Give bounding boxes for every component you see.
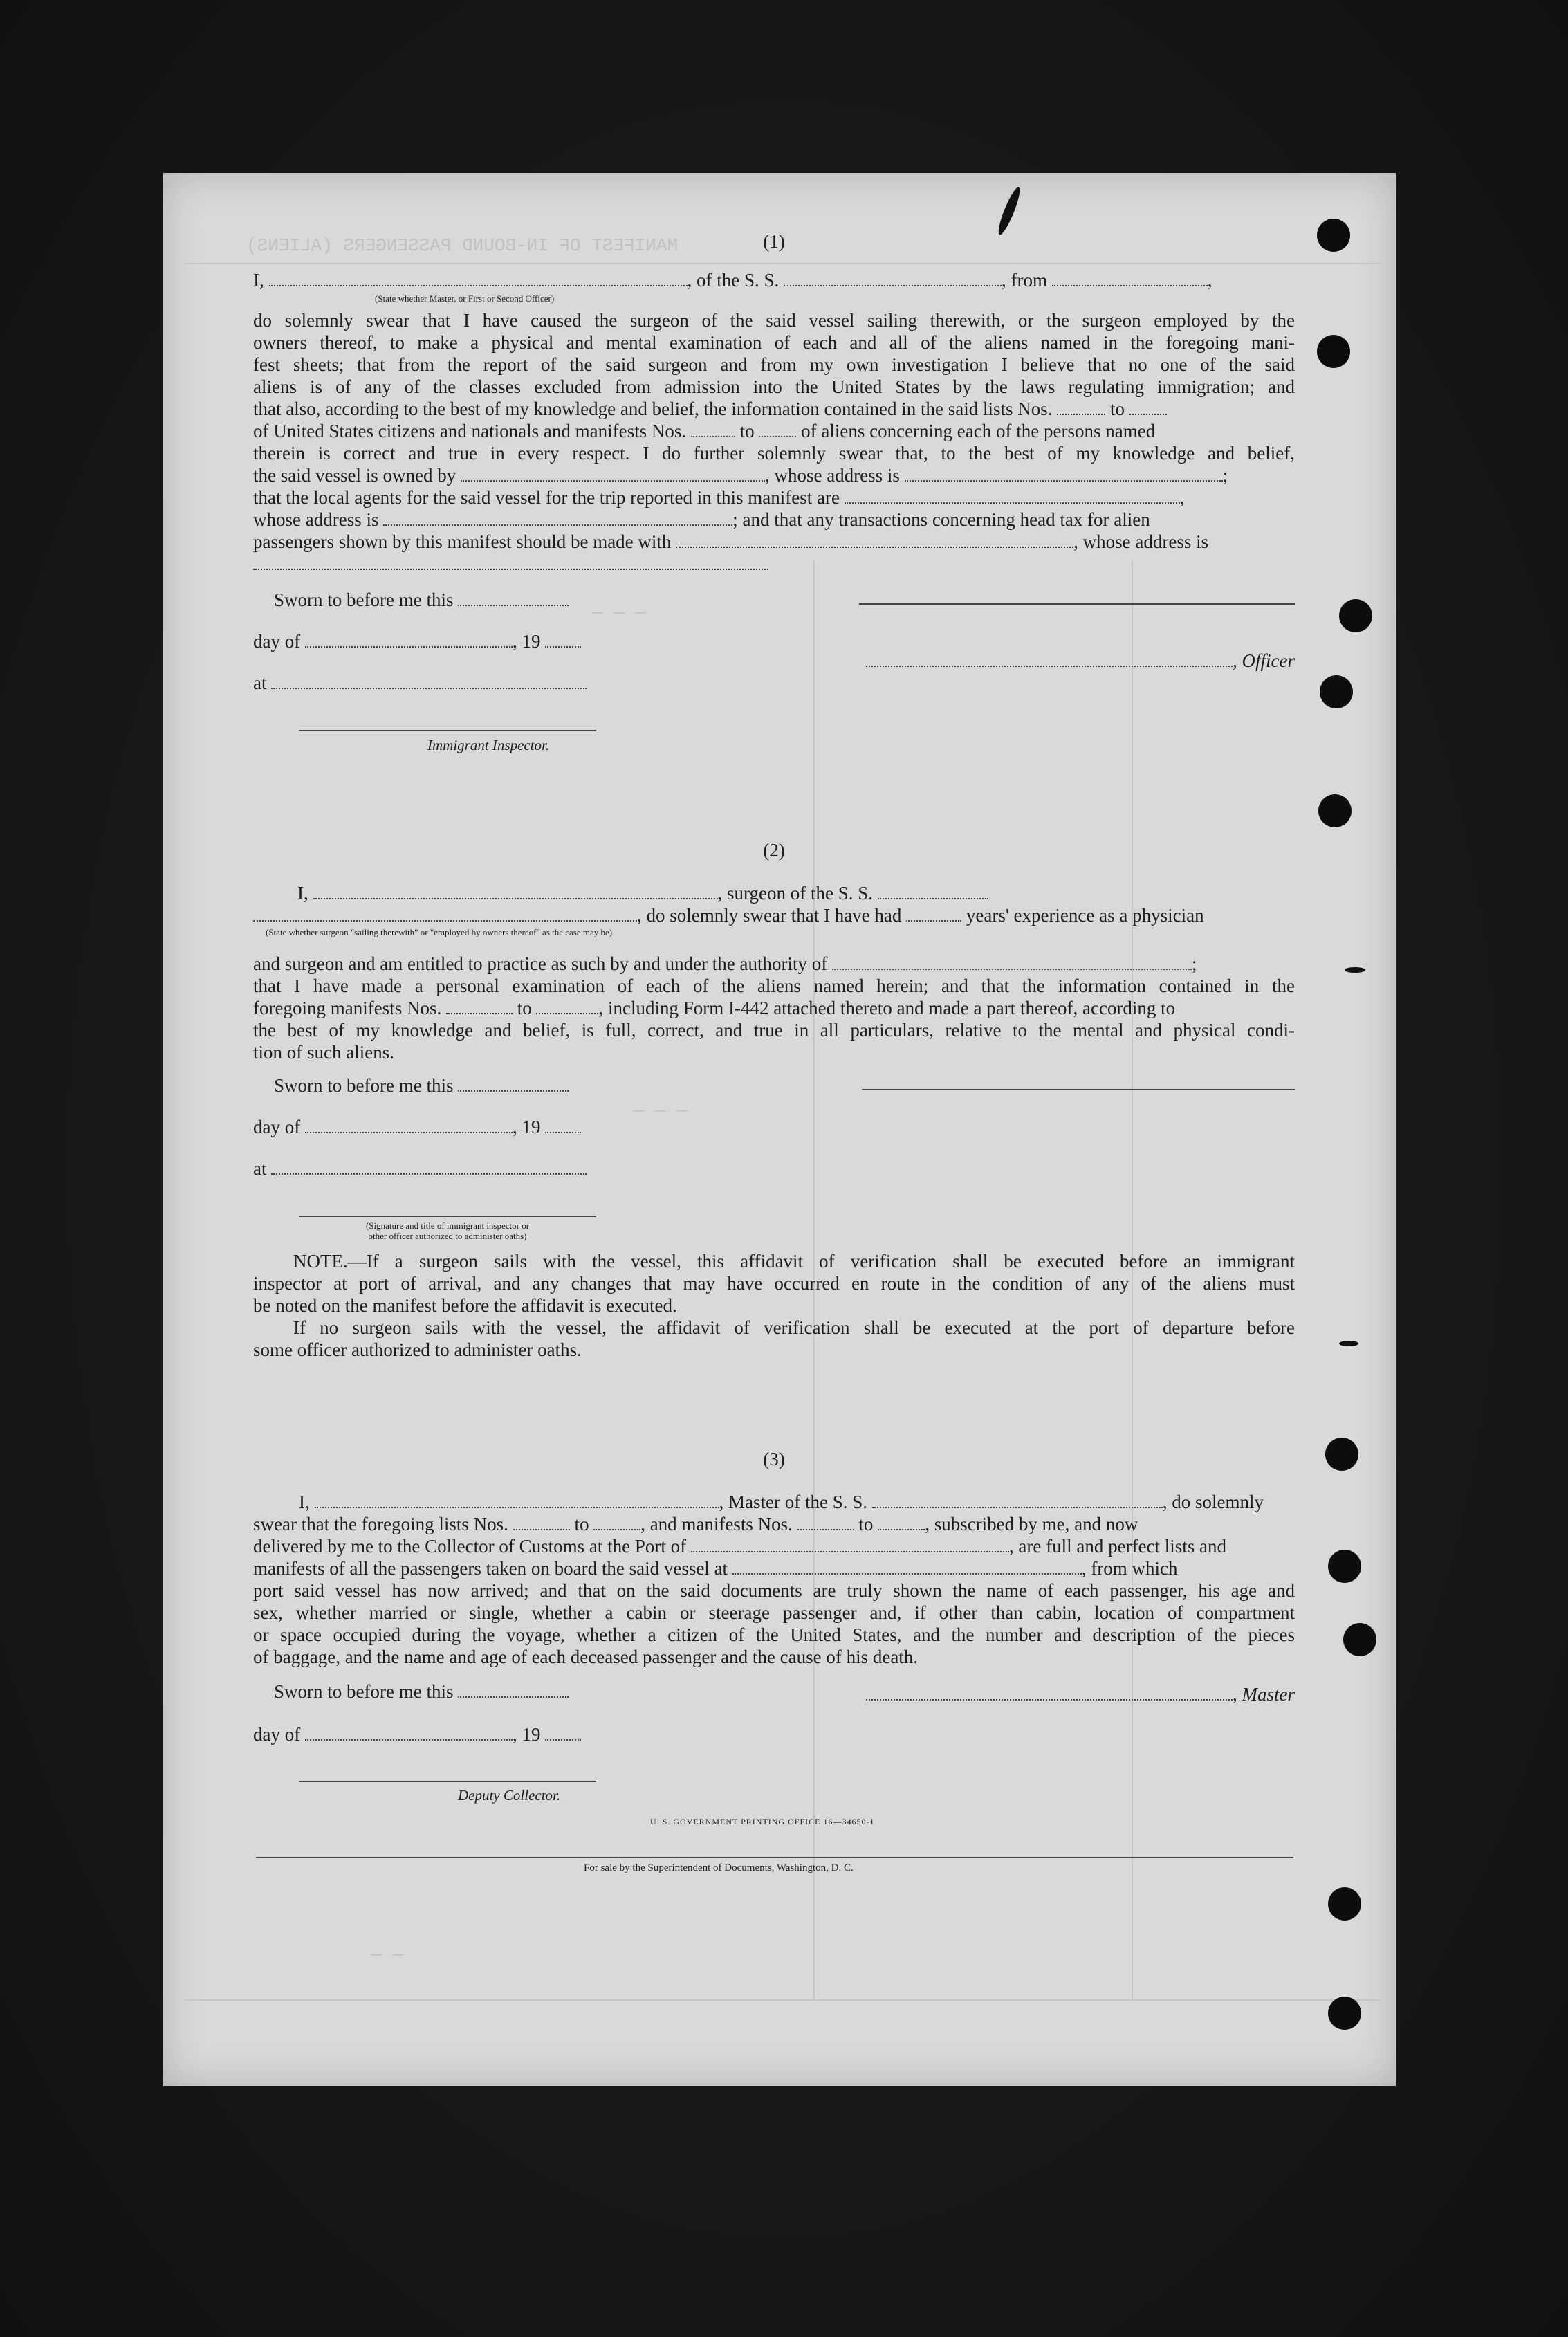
month-field[interactable] <box>305 1117 513 1133</box>
month-field[interactable] <box>305 631 513 648</box>
authority-line: and surgeon and am entitled to practice as such by and under the authority of ; <box>253 953 1197 974</box>
note-line: If no surgeon sails with the vessel, the affidavit of verification shall be executed at the port of departure before <box>293 1317 1295 1338</box>
collector-signature-line <box>299 1781 596 1782</box>
sale-notice: For sale by the Superintendent of Documents, Washington, D. C. <box>584 1862 854 1873</box>
note-line: NOTE.—If a surgeon sails with the vessel, this affidavit of verification shall be executed before an immigrant <box>293 1251 1295 1272</box>
sworn-day-field[interactable] <box>458 1075 569 1092</box>
bleed-through-rule <box>184 1999 1381 2001</box>
punch-hole <box>1320 675 1353 708</box>
punch-hole <box>1318 794 1352 827</box>
taken-on-board-line: manifests of all the passengers taken on board the said vessel at , from which <box>253 1558 1178 1579</box>
sworn-line: Sworn to before me this <box>274 1681 1316 1703</box>
citizens-manifests-line: of United States citizens and nationals and manifests Nos. to of aliens concerning each of the persons named <box>253 421 1156 441</box>
head-tax-address-field[interactable] <box>253 553 768 570</box>
manifest-number-to-field[interactable] <box>759 421 796 437</box>
bleed-through-text: — — <box>371 1944 403 1965</box>
manifest-to-field[interactable] <box>878 1514 925 1530</box>
bleed-through-text: — — — <box>634 1100 688 1121</box>
section-1-paragraph-line: do solemnly swear that I have caused the surgeon of the said vessel sailing therewith, or the surgeon employed by the <box>253 310 1295 331</box>
agents-address-field[interactable] <box>383 509 732 526</box>
inspector-signature-line <box>299 730 596 731</box>
officer-signature-line <box>859 603 1295 605</box>
sworn-line: Sworn to before me this <box>274 1075 1316 1097</box>
bleed-through-text: — — — <box>592 602 647 623</box>
printing-office-imprint: U. S. GOVERNMENT PRINTING OFFICE 16—34650-1 <box>650 1817 875 1826</box>
at-line: at <box>253 1158 1295 1180</box>
section-1-paragraph-line: therein is correct and true in every respect. I do further solemnly swear that, to the best of my knowledge and belief, <box>253 443 1295 464</box>
officer-signature-field[interactable] <box>866 650 1233 667</box>
from-label: , from <box>1002 270 1047 291</box>
section-3-paragraph-line: of baggage, and the name and age of each deceased passenger and the cause of his death. <box>253 1647 919 1667</box>
owner-line: the said vessel is owned by , whose address is ; <box>253 465 1228 486</box>
punch-hole <box>1328 1887 1361 1921</box>
master-name-field[interactable] <box>315 1492 719 1508</box>
punch-hole <box>1317 219 1350 252</box>
manifest-number-from-field[interactable] <box>691 421 735 437</box>
bleed-through-text: MANIFEST OF IN-BOUND PASSENGERS (ALIENS) <box>246 235 679 256</box>
signature-instruction-1: (Signature and title of immigrant inspector or <box>365 1220 530 1231</box>
punch-hole <box>1325 1438 1358 1471</box>
ship-name-field[interactable] <box>784 270 1002 286</box>
inspector-label: Immigrant Inspector. <box>427 737 550 753</box>
officer-signature <box>859 650 1295 672</box>
place-field[interactable] <box>271 1158 587 1175</box>
ink-mark <box>1345 967 1365 973</box>
head-tax-line: passengers shown by this manifest should be made with , whose address is <box>253 531 1209 552</box>
sworn-day-field[interactable] <box>458 1681 569 1698</box>
list-number-from-field[interactable] <box>1057 398 1105 415</box>
section-2-paragraph-line: the best of my knowledge and belief, is full, correct, and true in all particulars, relative to the mental and physical condi- <box>253 1020 1295 1041</box>
deputy-collector-label: Deputy Collector. <box>458 1787 561 1804</box>
master-line: I, , Master of the S. S. , do solemnly <box>299 1492 1264 1512</box>
section-1-paragraph-line: fest sheets; that from the report of the said surgeon and from my own investigation I believe that no one of the said <box>253 354 1295 375</box>
lists-manifests-line: swear that the foregoing lists Nos. to , and manifests Nos. to , subscribed by me, and now <box>253 1514 1138 1534</box>
year-field[interactable] <box>545 631 581 648</box>
note-line: be noted on the manifest before the affidavit is executed. <box>253 1295 677 1316</box>
punch-hole <box>1339 599 1372 632</box>
punch-hole <box>1328 1550 1361 1583</box>
section-1-paragraph-line: aliens is of any of the classes excluded from admission into the United States by the laws regulating immigration; and <box>253 376 1295 397</box>
section-2-number: (2) <box>763 840 785 861</box>
section-3-paragraph-line: sex, whether married or single, whether a cabin or steerage passenger and, if other than cabin, location of compartment <box>253 1602 1295 1623</box>
years-experience-line: , do solemnly swear that I have had years' experience as a physician <box>253 905 1295 926</box>
section-3-number: (3) <box>763 1449 785 1469</box>
oath-pronoun: I, <box>253 270 264 291</box>
foregoing-manifests-line: foregoing manifests Nos. to , including Form I-442 attached thereto and made a part thereof, according to <box>253 998 1176 1018</box>
bleed-through-rule <box>184 263 1381 264</box>
surgeon-status-field[interactable] <box>253 905 637 922</box>
lists-numbers-line: that also, according to the best of my knowledge and belief, the information contained in the said lists Nos. to <box>253 398 1295 420</box>
place-field[interactable] <box>271 672 587 689</box>
official-signature-line <box>299 1216 596 1217</box>
section-1-paragraph-line: owners thereof, to make a physical and mental examination of each and all of the aliens named in the foregoing mani- <box>253 332 1295 353</box>
years-field[interactable] <box>906 905 961 922</box>
day-of-line: day of , 19 <box>253 1117 1295 1138</box>
owner-address-field[interactable] <box>905 465 1223 482</box>
surgeon-signature-line <box>862 1089 1295 1090</box>
officer-name-field[interactable] <box>269 270 688 286</box>
surgeon-line: I, , surgeon of the S. S. <box>297 883 1339 904</box>
footer-rule <box>256 1857 1293 1858</box>
master-signature-field[interactable] <box>866 1684 1233 1701</box>
section-3-paragraph-line: port said vessel has now arrived; and that on the said documents are truly shown the name of each passenger, his age and <box>253 1580 1295 1601</box>
section-3-paragraph-line: or space occupied during the voyage, whether a citizen of the United States, and the number and description of the pieces <box>253 1624 1295 1645</box>
section-2-paragraph-line: that I have made a personal examination of each of the aliens named herein; and that the information contained in the <box>253 975 1295 996</box>
section-1-oath-line: I, , of the S. S. , from , <box>253 270 1212 291</box>
authority-field[interactable] <box>832 953 1192 970</box>
day-of-line: day of , 19 <box>253 631 1295 652</box>
surgeon-name-field[interactable] <box>313 883 718 899</box>
departure-port-field[interactable] <box>1052 270 1208 286</box>
day-of-line: day of , 19 <box>253 1724 1295 1745</box>
signature-instruction-2: other officer authorized to administer oaths) <box>368 1231 527 1241</box>
surgeon-status-instruction: (State whether surgeon "sailing therewith" or "employed by owners thereof" as the case may be) <box>266 927 613 937</box>
owner-name-field[interactable] <box>461 465 765 482</box>
surgeon-manifest-from-field[interactable] <box>446 998 513 1014</box>
surgeon-manifest-to-field[interactable] <box>536 998 598 1014</box>
ink-mark <box>1339 1341 1358 1346</box>
of-ss-label: , of the S. S. <box>687 270 780 291</box>
note-line: some officer authorized to administer oaths. <box>253 1339 582 1360</box>
list-to-field[interactable] <box>593 1514 640 1530</box>
head-tax-address-line <box>253 553 1295 575</box>
officer-label: , Officer <box>1233 650 1295 671</box>
embarkation-port-field[interactable] <box>732 1558 1082 1575</box>
month-field[interactable] <box>305 1724 513 1741</box>
sworn-day-field[interactable] <box>458 589 569 606</box>
list-from-field[interactable] <box>513 1514 570 1530</box>
at-line: at <box>253 672 1295 694</box>
punch-hole <box>1328 1997 1361 2030</box>
master-signature <box>859 1684 1295 1705</box>
sworn-line: Sworn to before me this <box>274 589 1316 611</box>
section-2-paragraph-line: tion of such aliens. <box>253 1042 394 1063</box>
agents-field[interactable] <box>845 487 1180 504</box>
rank-instruction: (State whether Master, or First or Second Officer) <box>375 293 555 304</box>
list-number-to-field[interactable] <box>1129 398 1167 415</box>
note-line: inspector at port of arrival, and any changes that may have occurred en route in the condition of any of the aliens must <box>253 1273 1295 1294</box>
year-field[interactable] <box>545 1117 581 1133</box>
punch-hole <box>1317 335 1350 368</box>
agents-address-line: whose address is ; and that any transactions concerning head tax for alien <box>253 509 1150 530</box>
punch-hole <box>1343 1623 1376 1656</box>
manifest-from-field[interactable] <box>797 1514 854 1530</box>
section-1-number: (1) <box>763 231 785 252</box>
year-field[interactable] <box>545 1724 581 1741</box>
surgeon-ship-field[interactable] <box>878 883 988 899</box>
agents-line: that the local agents for the said vessel for the trip reported in this manifest are , <box>253 487 1185 508</box>
master-ship-field[interactable] <box>872 1492 1163 1508</box>
master-label: , Master <box>1233 1684 1295 1705</box>
head-tax-agent-field[interactable] <box>676 531 1073 548</box>
arrival-port-field[interactable] <box>691 1536 1009 1552</box>
collector-line: delivered by me to the Collector of Customs at the Port of , are full and perfect lists and <box>253 1536 1227 1557</box>
